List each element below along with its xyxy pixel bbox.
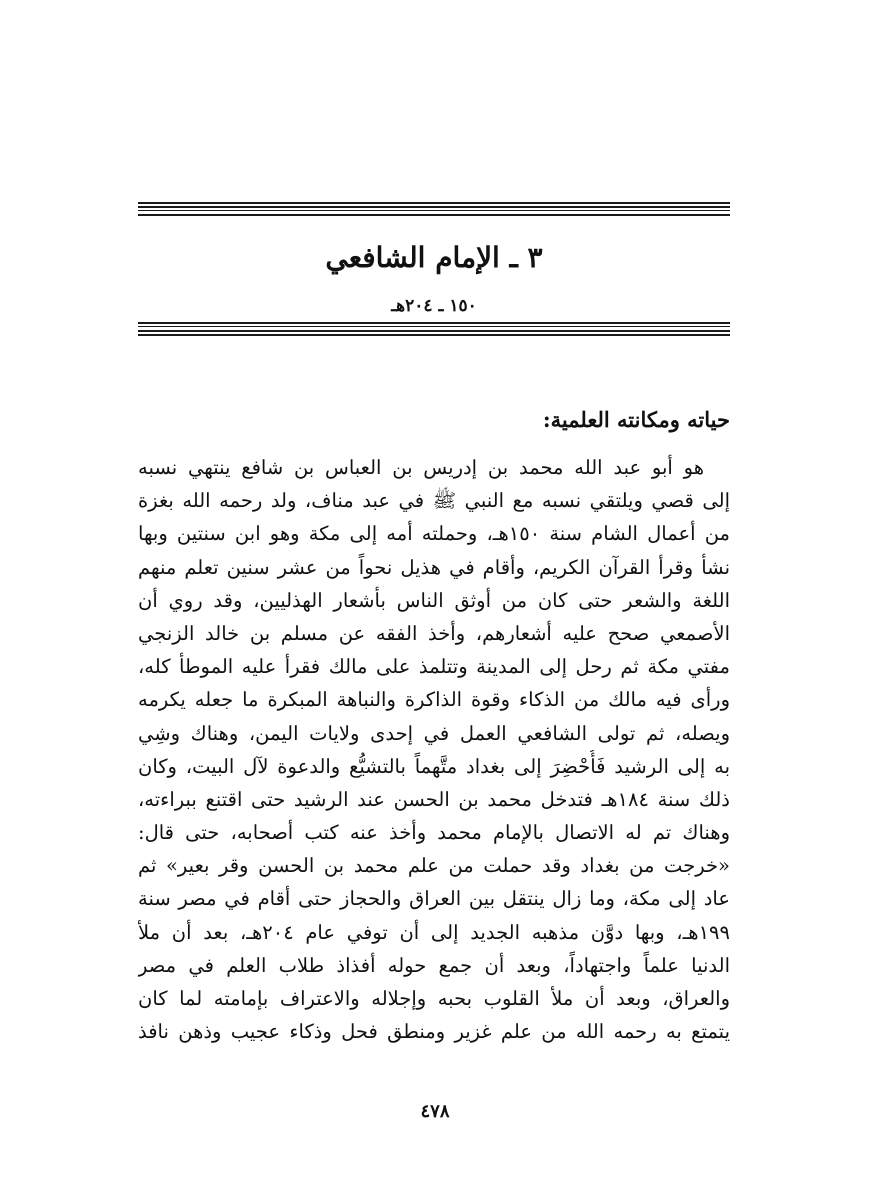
chapter-title: ٣ ـ الإمام الشافعي: [325, 241, 543, 274]
top-triple-rule: [138, 202, 730, 218]
text-line: الأصمعي صحح عليه أشعارهم، وأخذ الفقه عن مسلم بن خالد الزنجي: [138, 621, 730, 645]
rule-line: [138, 330, 730, 332]
text-line: «خرجت من بغداد وقد حملت من علم محمد بن الحسن وقر بعير» ثم: [138, 854, 730, 878]
rule-line: [138, 210, 730, 211]
text-line: عاد إلى مكة، وما زال ينتقل بين العراق والحجاز حتى أقام في مصر سنة: [138, 887, 730, 911]
text-line: يتمتع به رحمه الله من علم غزير ومنطق فحل وذكاء عجيب وذهن نافذ: [138, 1020, 730, 1044]
rule-line: [138, 214, 730, 216]
text-line: ١٩٩هـ، وبها دوَّن مذهبه الجديد إلى أن توفي عام ٢٠٤هـ، بعد أن ملأ: [138, 920, 730, 944]
rule-line: [138, 206, 730, 208]
body-paragraph: [138, 451, 730, 1048]
text-line: ذلك سنة ١٨٤هـ فتدخل محمد بن الحسن عند الرشيد حتى اقتنع ببراءته،: [138, 787, 730, 811]
text-line: من أعمال الشام سنة ١٥٠هـ، وحملته أمه إلى مكة وهو ابن سنتين وبها: [138, 522, 730, 546]
text-line: مفتي مكة ثم رحل إلى المدينة وتتلمذ على مالك فقرأ عليه الموطأ كله،: [138, 655, 730, 679]
text-line: ورأى فيه مالك من الذكاء وقوة الذاكرة والنباهة المبكرة ما جعله يكرمه: [138, 688, 730, 712]
text-line: إلى قصي ويلتقي نسبه مع النبي ﷺ في عبد مناف، ولد رحمه الله بغزة: [138, 489, 730, 513]
rule-line: [138, 326, 730, 327]
text-line: والعراق، وبعد أن ملأ القلوب بحبه وإجلاله والاعتراف بإمامته لما كان: [138, 987, 730, 1010]
page-number: ٤٧٨: [420, 1101, 450, 1122]
section-heading: حياته ومكانته العلمية:: [542, 407, 730, 432]
rule-line: [138, 202, 730, 204]
text-line: به إلى الرشيد فَأُحْضِرَ إلى بغداد متَّهماً بالتشيُّع والدعوة لآل البيت، وكان: [138, 754, 730, 778]
text-line: اللغة والشعر حتى كان من أوثق الناس بأشعار الهذليين، وقد روي أن: [138, 588, 730, 612]
bottom-triple-rule: [138, 322, 730, 338]
rule-line: [138, 334, 730, 336]
rule-line: [138, 322, 730, 324]
text-line: هو أبو عبد الله محمد بن إدريس بن العباس بن شافع ينتهي نسبه: [138, 456, 704, 479]
text-line: وهناك تم له الاتصال بالإمام محمد وأخذ عنه كتب أصحابه، حتى قال:: [138, 821, 730, 845]
chapter-dates: ١٥٠ ـ ٢٠٤هـ: [391, 296, 477, 316]
text-line: الدنيا علماً واجتهاداً، وبعد أن جمع حوله أفذاذ طلاب العلم في مصر: [138, 953, 730, 977]
text-line: ويصله، ثم تولى الشافعي العمل في إحدى ولايات اليمن، وهناك وشِي: [138, 721, 730, 745]
text-line: نشأ وقرأ القرآن الكريم، وأقام في هذيل نحواً من عشر سنين تعلم منهم: [138, 555, 730, 579]
